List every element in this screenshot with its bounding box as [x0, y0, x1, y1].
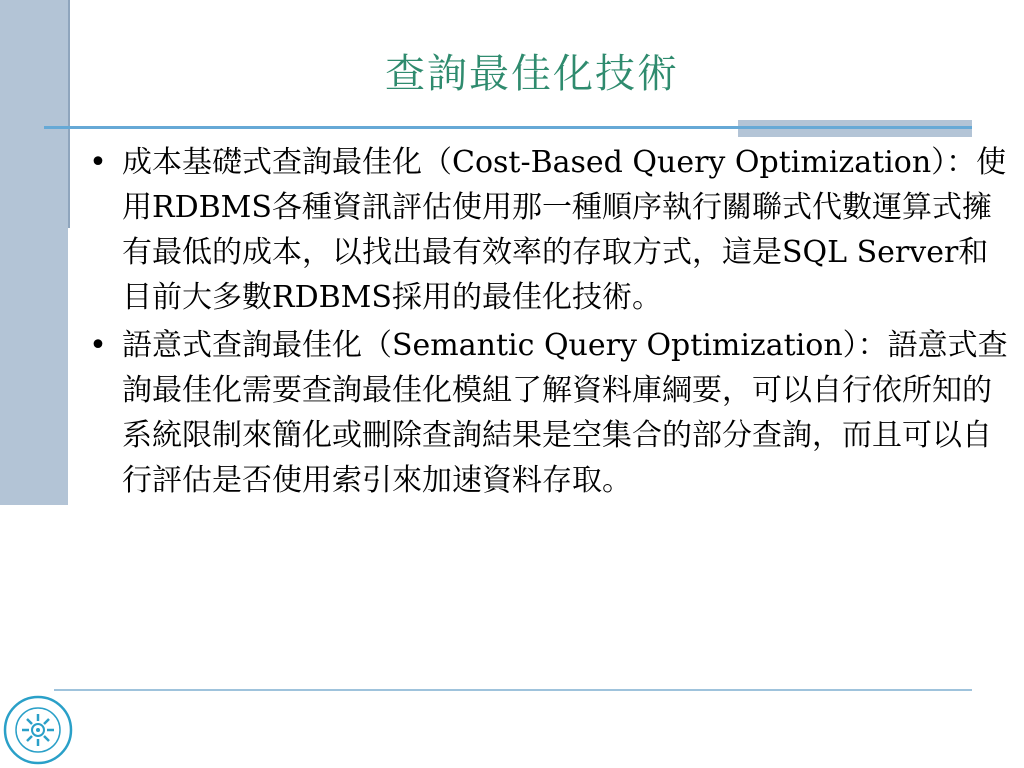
- seal-graphic: [2, 694, 74, 766]
- bullet-text: 語意式查詢最佳化（Semantic Query Optimization）：語意式查詢最佳化需要查詢最佳化模組了解資料庫綱要，可以自行依所知的系統限制來簡化或刪除查詢結果是空集合的部分查詢，而且可以自行評估是否使用索引來加速資料存取。: [122, 328, 1008, 498]
- university-seal-icon: [2, 694, 74, 766]
- slide-title: 查詢最佳化技術: [385, 51, 679, 97]
- bullet-item: [84, 323, 1009, 503]
- title-underline: [44, 126, 972, 129]
- footer-rule: [54, 689, 972, 691]
- bullet-text: 成本基礎式查詢最佳化（Cost-Based Query Optimization）：使用RDBMS各種資訊評估使用那一種順序執行關聯式代數運算式擁有最低的成本，以找出最有效率的存取方式，這是SQL Server和目前大多數RDBMS採用的最佳化技術。: [122, 145, 1007, 315]
- slide-body: [84, 140, 1009, 506]
- bullet-marker: •: [89, 145, 107, 180]
- left-bar-edge: [68, 0, 70, 228]
- bullet-marker: •: [89, 328, 107, 363]
- bullet-item: [84, 140, 1009, 320]
- left-decorative-bar: [0, 0, 68, 505]
